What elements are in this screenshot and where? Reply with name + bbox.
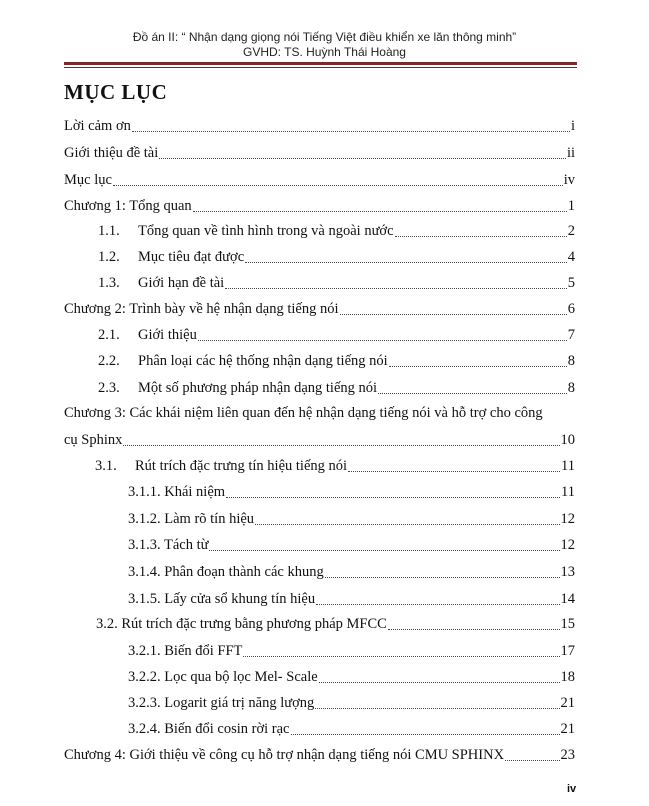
toc-entry[interactable] bbox=[96, 614, 575, 634]
toc-leader-dots bbox=[225, 287, 567, 289]
toc-entry-page: 17 bbox=[560, 643, 575, 659]
toc-entry-title: Một số phương pháp nhận dạng tiếng nói bbox=[138, 380, 378, 396]
toc-leader-dots bbox=[159, 157, 566, 159]
toc-entry[interactable] bbox=[64, 170, 575, 190]
toc-leader-dots bbox=[193, 210, 567, 212]
toc-entry-page: 12 bbox=[560, 537, 575, 553]
toc-leader-dots bbox=[255, 523, 559, 525]
toc-leader-dots bbox=[291, 733, 560, 735]
toc-leader-dots bbox=[340, 313, 567, 315]
toc-entry[interactable] bbox=[64, 116, 575, 136]
toc-entry-title: 3.1.2. Làm rõ tín hiệu bbox=[128, 511, 255, 527]
toc-entry-title: Tổng quan về tình hình trong và ngoài nước bbox=[138, 223, 394, 239]
toc-leader-dots bbox=[348, 470, 560, 472]
toc-entry-text: Chương 3: Các khái niệm liên quan đến hệ nhận dạng tiếng nói và hỗ trợ cho công bbox=[64, 405, 543, 421]
toc-entry-page: 8 bbox=[567, 380, 575, 396]
toc-entry-title: 3.1.5. Lấy cửa sổ khung tín hiệu bbox=[128, 591, 316, 607]
toc-entry[interactable] bbox=[128, 482, 575, 502]
toc-entry[interactable] bbox=[98, 378, 575, 398]
toc-entry-title: Giới thiệu đề tài bbox=[64, 145, 159, 161]
toc-entry-title: Giới hạn đề tài bbox=[138, 275, 225, 291]
toc-entry[interactable] bbox=[128, 693, 575, 713]
toc-entry[interactable] bbox=[128, 562, 575, 582]
toc-entry-title: 3.1.1. Khái niệm bbox=[128, 484, 226, 500]
toc-entry-title: 3.1.3. Tách từ bbox=[128, 537, 209, 553]
toc-entry[interactable] bbox=[64, 299, 575, 319]
toc-leader-dots bbox=[113, 184, 563, 186]
toc-leader-dots bbox=[389, 365, 567, 367]
toc-entry-title: Chương 1: Tổng quan bbox=[64, 198, 192, 214]
toc-entry-title: Rút trích đặc trưng tín hiệu tiếng nói bbox=[135, 458, 348, 474]
toc-entry-page: 5 bbox=[567, 275, 575, 291]
toc-entry-page: 2 bbox=[567, 223, 575, 239]
toc-leader-dots bbox=[378, 392, 567, 394]
toc-entry-number: 2.1. bbox=[98, 327, 120, 343]
header-rule-thin bbox=[64, 67, 577, 68]
toc-entry-title: Chương 4: Giới thiệu về công cụ hỗ trợ nhận dạng tiếng nói CMU SPHINX bbox=[64, 747, 505, 763]
toc-entry-title: 3.2.3. Logarit giá trị năng lượng bbox=[128, 695, 315, 711]
toc-entry-page: 6 bbox=[567, 301, 575, 317]
toc-entry-title: 3.2.4. Biến đổi cosin rời rạc bbox=[128, 721, 290, 737]
toc-entry[interactable] bbox=[98, 325, 575, 345]
toc-entry[interactable] bbox=[98, 221, 575, 241]
toc-entry-page: 1 bbox=[567, 198, 575, 214]
header-advisor: GVHD: TS. Huỳnh Thái Hoàng bbox=[243, 45, 406, 59]
toc-leader-dots bbox=[243, 655, 559, 657]
toc-entry-page: 8 bbox=[567, 353, 575, 369]
toc-leader-dots bbox=[132, 130, 570, 132]
page-title: MỤC LỤC bbox=[64, 80, 168, 104]
toc-entry-page: 14 bbox=[560, 591, 575, 607]
toc-leader-dots bbox=[315, 707, 559, 709]
toc-entry[interactable] bbox=[128, 509, 575, 529]
toc-entry-page: i bbox=[570, 118, 575, 134]
toc-entry[interactable] bbox=[128, 589, 575, 609]
toc-entry-number: 1.2. bbox=[98, 249, 120, 265]
toc-entry-title: Lời cảm ơn bbox=[64, 118, 131, 134]
toc-entry-number: 1.3. bbox=[98, 275, 120, 291]
toc-entry-title: Mục lục bbox=[64, 172, 112, 188]
toc-entry[interactable] bbox=[128, 719, 575, 739]
header-rule bbox=[64, 62, 577, 65]
page-number: iv bbox=[567, 783, 577, 795]
toc-entry-title: 3.2.2. Lọc qua bộ lọc Mel- Scale bbox=[128, 669, 318, 685]
toc-leader-dots bbox=[316, 603, 559, 605]
toc-entry[interactable] bbox=[64, 143, 575, 163]
toc-entry-page: 12 bbox=[560, 511, 575, 527]
toc-entry-page: 15 bbox=[560, 616, 575, 632]
toc-entry-title: Giới thiệu bbox=[138, 327, 197, 343]
toc-entry-page: 21 bbox=[560, 721, 575, 737]
toc-leader-dots bbox=[209, 549, 559, 551]
toc-leader-dots bbox=[198, 339, 567, 341]
toc-leader-dots bbox=[388, 628, 560, 630]
toc-entry[interactable] bbox=[95, 456, 575, 476]
toc-leader-dots bbox=[226, 496, 560, 498]
toc-leader-dots bbox=[245, 261, 567, 263]
toc-entry-page: 4 bbox=[567, 249, 575, 265]
toc-entry-page: 21 bbox=[560, 695, 575, 711]
toc-entry-page: 11 bbox=[561, 484, 575, 500]
toc-entry-title: 3.1.4. Phân đoạn thành các khung bbox=[128, 564, 324, 580]
toc-entry[interactable] bbox=[64, 430, 575, 450]
toc-entry-page: ii bbox=[566, 145, 575, 161]
toc-entry-number: 3.1. bbox=[95, 458, 117, 474]
toc-entry-page: 18 bbox=[560, 669, 575, 685]
toc-entry[interactable] bbox=[64, 196, 575, 216]
toc-entry-page: 7 bbox=[567, 327, 575, 343]
toc-entry[interactable] bbox=[128, 641, 575, 661]
toc-entry-number: 2.2. bbox=[98, 353, 120, 369]
toc-entry-title: cụ Sphinx bbox=[64, 432, 123, 448]
toc-entry-page: iv bbox=[563, 172, 575, 188]
toc-entry-page: 23 bbox=[560, 747, 575, 763]
toc-entry[interactable] bbox=[98, 247, 575, 267]
toc-entry[interactable] bbox=[128, 535, 575, 555]
toc-entry-number: 1.1. bbox=[98, 223, 120, 239]
toc-entry-page: 10 bbox=[560, 432, 575, 448]
toc-entry[interactable] bbox=[98, 351, 575, 371]
toc-leader-dots bbox=[505, 759, 559, 761]
toc-leader-dots bbox=[395, 235, 567, 237]
toc-entry-title: Phân loại các hệ thống nhận dạng tiếng nói bbox=[138, 353, 388, 369]
toc-entry[interactable] bbox=[64, 745, 575, 765]
toc-entry-title: 3.2.1. Biến đổi FFT bbox=[128, 643, 243, 659]
toc-entry[interactable] bbox=[128, 667, 575, 687]
toc-leader-dots bbox=[325, 576, 560, 578]
toc-entry-title: Chương 2: Trình bày về hệ nhận dạng tiếng nói bbox=[64, 301, 339, 317]
toc-entry[interactable] bbox=[98, 273, 575, 293]
toc-entry-number: 2.3. bbox=[98, 380, 120, 396]
toc-leader-dots bbox=[319, 681, 560, 683]
header-title: Đồ án II: “ Nhận dạng giọng nói Tiếng Việt điều khiển xe lăn thông minh” bbox=[132, 30, 517, 44]
toc-entry-page: 11 bbox=[561, 458, 575, 474]
toc-entry-title: 3.2. Rút trích đặc trưng bằng phương pháp MFCC bbox=[96, 616, 387, 632]
toc-entry-page: 13 bbox=[560, 564, 575, 580]
toc-entry-title: Mục tiêu đạt được bbox=[138, 249, 245, 265]
toc-leader-dots bbox=[123, 444, 559, 446]
